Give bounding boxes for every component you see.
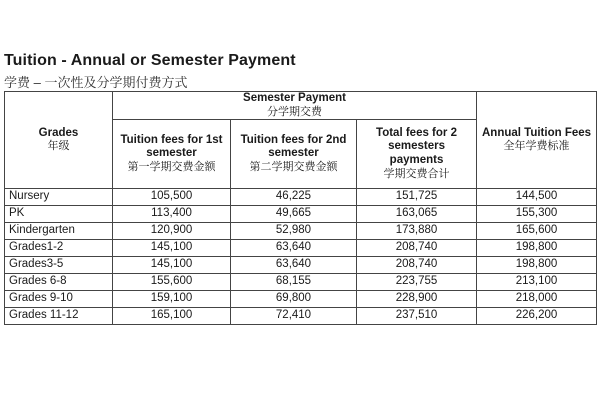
cell-sem2: 63,640 (231, 256, 357, 273)
table-row (5, 273, 597, 290)
cell-total: 228,900 (357, 290, 477, 307)
page-subtitle: 学费 – 一次性及分学期付费方式 (4, 75, 188, 90)
cell-sem1: 145,100 (113, 239, 231, 256)
cell-grade: Grades 9-10 (5, 290, 113, 307)
header-sem1 (113, 119, 231, 188)
cell-grade: PK (5, 205, 113, 222)
cell-grade: Kindergarten (5, 222, 113, 239)
cell-sem1: 159,100 (113, 290, 231, 307)
cell-sem2: 52,980 (231, 222, 357, 239)
cell-sem1: 165,100 (113, 307, 231, 324)
cell-annual: 165,600 (477, 222, 597, 239)
header-semester-payment (113, 92, 477, 120)
table-row (5, 239, 597, 256)
header-annual-label: Annual Tuition Fees (482, 126, 592, 139)
table-row (5, 222, 597, 239)
header-grades-label: Grades (38, 126, 79, 139)
cell-annual: 144,500 (477, 188, 597, 205)
header-grades (5, 92, 113, 189)
cell-total: 151,725 (357, 188, 477, 205)
header-sem1-label: Tuition fees for 1st semester (120, 133, 223, 160)
cell-sem2: 72,410 (231, 307, 357, 324)
header-semester-payment-label: Semester Payment (243, 92, 346, 104)
cell-annual: 198,800 (477, 239, 597, 256)
header-sem1-zh: 第一学期交费金额 (127, 161, 216, 174)
table-row (5, 188, 597, 205)
cell-total: 208,740 (357, 256, 477, 273)
header-total-zh: 学期交费合计 (383, 168, 450, 181)
header-semester-payment-zh: 分学期交费 (267, 105, 323, 118)
cell-sem2: 68,155 (231, 273, 357, 290)
cell-grade: Nursery (5, 188, 113, 205)
table-row (5, 307, 597, 324)
header-grades-zh: 年级 (47, 140, 70, 153)
cell-grade: Grades3-5 (5, 256, 113, 273)
cell-annual: 226,200 (477, 307, 597, 324)
cell-annual: 155,300 (477, 205, 597, 222)
tuition-table (4, 91, 597, 325)
cell-total: 223,755 (357, 273, 477, 290)
cell-grade: Grades 11-12 (5, 307, 113, 324)
cell-annual: 198,800 (477, 256, 597, 273)
cell-sem1: 155,600 (113, 273, 231, 290)
header-total-label: Total fees for 2 semesters payments (376, 126, 457, 167)
table-row (5, 256, 597, 273)
cell-grade: Grades 6-8 (5, 273, 113, 290)
table-row (5, 290, 597, 307)
header-annual (477, 92, 597, 189)
header-sem2-label: Tuition fees for 2nd semester (240, 133, 347, 160)
header-sem2-zh: 第二学期交费金额 (249, 161, 338, 174)
cell-sem1: 120,900 (113, 222, 231, 239)
cell-sem2: 49,665 (231, 205, 357, 222)
cell-sem1: 113,400 (113, 205, 231, 222)
cell-annual: 218,000 (477, 290, 597, 307)
header-sem2 (231, 119, 357, 188)
header-total (357, 119, 477, 188)
cell-total: 237,510 (357, 307, 477, 324)
cell-grade: Grades1-2 (5, 239, 113, 256)
header-annual-zh: 全年学费标准 (503, 140, 570, 153)
cell-sem1: 105,500 (113, 188, 231, 205)
cell-total: 173,880 (357, 222, 477, 239)
table-row (5, 205, 597, 222)
cell-total: 208,740 (357, 239, 477, 256)
cell-sem2: 46,225 (231, 188, 357, 205)
cell-sem2: 63,640 (231, 239, 357, 256)
page-title: Tuition - Annual or Semester Payment (4, 52, 296, 69)
cell-sem1: 145,100 (113, 256, 231, 273)
cell-total: 163,065 (357, 205, 477, 222)
cell-annual: 213,100 (477, 273, 597, 290)
cell-sem2: 69,800 (231, 290, 357, 307)
